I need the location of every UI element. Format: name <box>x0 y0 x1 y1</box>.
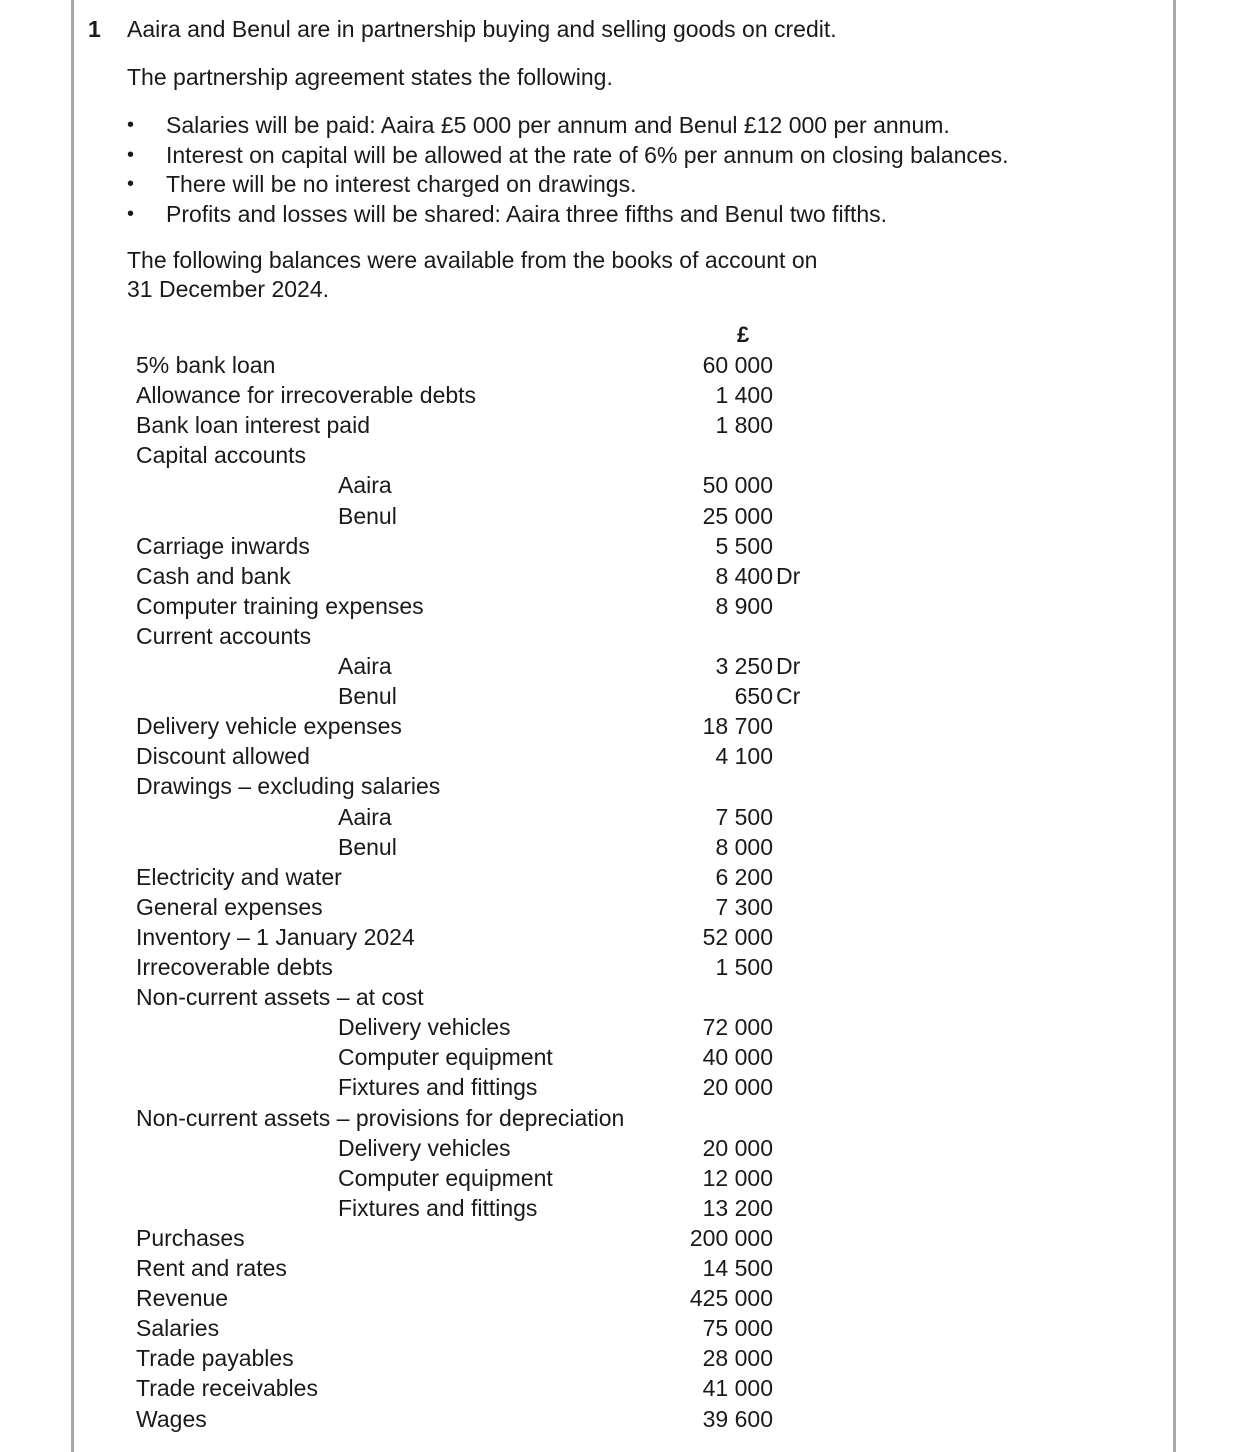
row-label: Capital accounts <box>136 442 307 468</box>
table-row <box>0 922 1248 952</box>
row-label: Benul <box>338 683 397 709</box>
table-row <box>0 410 1248 440</box>
bullet-dot: • <box>127 202 135 225</box>
row-label: Non-current assets – at cost <box>136 984 424 1010</box>
agreement-intro: The partnership agreement states the following. <box>127 64 613 90</box>
bullet-item: • There will be no interest charged on drawings. <box>127 170 1009 200</box>
question-intro: Aaira and Benul are in partnership buying and selling goods on credit. <box>127 16 837 42</box>
row-label: 5% bank loan <box>136 352 276 378</box>
table-row <box>0 1163 1248 1193</box>
row-amount: 1 800 <box>715 412 773 438</box>
row-label: Delivery vehicles <box>338 1014 511 1040</box>
row-balance-side: Dr <box>776 563 801 589</box>
table-row <box>0 1193 1248 1223</box>
row-label: Trade receivables <box>136 1375 318 1401</box>
row-amount: 6 200 <box>715 864 773 890</box>
bullet-dot: • <box>127 143 135 166</box>
row-label: Computer equipment <box>338 1165 553 1191</box>
table-row <box>0 1223 1248 1253</box>
row-amount: 1 400 <box>715 382 773 408</box>
row-amount: 40 000 <box>702 1044 773 1070</box>
balances-intro-line-1: The following balances were available from the books of account on <box>127 247 818 273</box>
table-row <box>0 982 1248 1012</box>
row-label: Salaries <box>136 1315 220 1341</box>
table-row <box>0 621 1248 651</box>
row-amount: 72 000 <box>702 1014 773 1040</box>
table-row <box>0 591 1248 621</box>
row-label: Inventory – 1 January 2024 <box>136 924 415 950</box>
table-row <box>0 1042 1248 1072</box>
row-amount: 1 500 <box>715 954 773 980</box>
row-label: Computer equipment <box>338 1044 553 1070</box>
row-amount: 52 000 <box>702 924 773 950</box>
row-label: Aaira <box>338 653 392 679</box>
table-row <box>0 952 1248 982</box>
row-balance-side: Cr <box>776 683 801 709</box>
row-amount: 25 000 <box>702 503 773 529</box>
table-row <box>0 711 1248 741</box>
row-label: Wages <box>136 1406 207 1432</box>
table-row <box>0 1012 1248 1042</box>
table-row <box>0 380 1248 410</box>
table-row <box>0 470 1248 500</box>
row-amount: 4 100 <box>715 743 773 769</box>
question-number: 1 <box>88 16 101 42</box>
table-row <box>0 802 1248 832</box>
row-label: Aaira <box>338 804 392 830</box>
table-row <box>0 832 1248 862</box>
row-amount: 39 600 <box>702 1406 773 1432</box>
table-row <box>0 1373 1248 1403</box>
bullet-item: • Salaries will be paid: Aaira £5 000 per annum and Benul £12 000 per annum. <box>127 111 1009 141</box>
row-amount: 3 250 <box>715 653 773 679</box>
table-row <box>0 501 1248 531</box>
row-label: Benul <box>338 503 397 529</box>
table-row <box>0 1404 1248 1434</box>
row-label: Bank loan interest paid <box>136 412 370 438</box>
row-amount: 425 000 <box>689 1285 773 1311</box>
row-label: Rent and rates <box>136 1255 287 1281</box>
row-label: Irrecoverable debts <box>136 954 333 980</box>
row-amount: 50 000 <box>702 472 773 498</box>
row-amount: 200 000 <box>689 1225 773 1251</box>
table-row <box>0 350 1248 380</box>
row-label: General expenses <box>136 894 323 920</box>
table-row <box>0 1253 1248 1283</box>
table-row <box>0 1072 1248 1102</box>
row-label: Electricity and water <box>136 864 342 890</box>
row-label: Delivery vehicles <box>338 1135 511 1161</box>
row-amount: 60 000 <box>702 352 773 378</box>
table-row <box>0 741 1248 771</box>
row-label: Purchases <box>136 1225 245 1251</box>
row-amount: 8 000 <box>715 834 773 860</box>
row-label: Current accounts <box>136 623 312 649</box>
row-label: Trade payables <box>136 1345 294 1371</box>
row-label: Drawings – excluding salaries <box>136 773 441 799</box>
row-amount: 5 500 <box>715 533 773 559</box>
bullet-dot: • <box>127 173 135 195</box>
row-amount: 8 400 <box>715 563 773 589</box>
row-amount: 7 500 <box>715 804 773 830</box>
row-amount: 20 000 <box>702 1074 773 1100</box>
row-amount: 12 000 <box>702 1165 773 1191</box>
agreement-bullet-list <box>127 111 1009 229</box>
table-row <box>0 862 1248 892</box>
table-row <box>0 771 1248 801</box>
row-amount: 14 500 <box>702 1255 773 1281</box>
table-row <box>0 1133 1248 1163</box>
currency-header: £ <box>737 322 750 347</box>
bullet-item: • Profits and losses will be shared: Aaira three fifths and Benul two fifths. <box>127 200 1009 230</box>
row-label: Non-current assets – provisions for depreciation <box>136 1105 625 1131</box>
table-row <box>0 1103 1248 1133</box>
table-row <box>0 892 1248 922</box>
row-label: Revenue <box>136 1285 229 1311</box>
row-label: Allowance for irrecoverable debts <box>136 382 477 408</box>
row-label: Cash and bank <box>136 563 291 589</box>
table-row <box>0 1343 1248 1373</box>
bullet-dot: • <box>127 114 135 136</box>
row-label: Benul <box>338 834 397 860</box>
row-amount: 7 300 <box>715 894 773 920</box>
row-label: Discount allowed <box>136 743 310 769</box>
table-row <box>0 561 1248 591</box>
row-amount: 650 <box>734 683 773 709</box>
table-row <box>0 681 1248 711</box>
row-amount: 75 000 <box>702 1315 773 1341</box>
row-label: Carriage inwards <box>136 533 310 559</box>
row-label: Delivery vehicle expenses <box>136 713 402 739</box>
row-amount: 28 000 <box>702 1345 773 1371</box>
row-label: Fixtures and fittings <box>338 1074 538 1100</box>
row-amount: 20 000 <box>702 1135 773 1161</box>
row-label: Aaira <box>338 472 392 498</box>
balances-intro-line-2: 31 December 2024. <box>127 276 330 302</box>
row-label: Fixtures and fittings <box>338 1195 538 1221</box>
row-amount: 18 700 <box>702 713 773 739</box>
row-amount: 13 200 <box>702 1195 773 1221</box>
bullet-item: • Interest on capital will be allowed at the rate of 6% per annum on closing balances. <box>127 141 1009 171</box>
row-label: Computer training expenses <box>136 593 424 619</box>
table-row <box>0 531 1248 561</box>
row-amount: 41 000 <box>702 1375 773 1401</box>
row-amount: 8 900 <box>715 593 773 619</box>
row-balance-side: Dr <box>776 653 801 679</box>
table-row <box>0 1313 1248 1343</box>
table-row <box>0 651 1248 681</box>
table-row <box>0 1283 1248 1313</box>
table-row <box>0 440 1248 470</box>
